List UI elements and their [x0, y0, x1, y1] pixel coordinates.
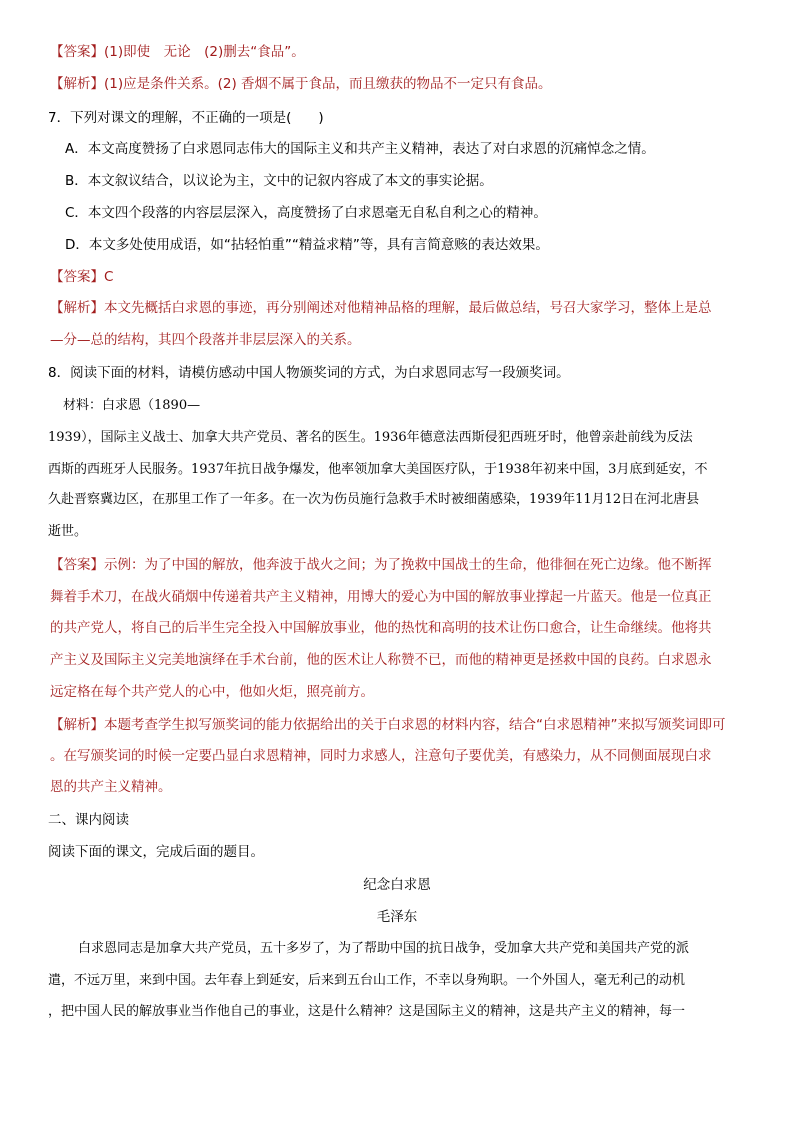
analysis-text: (1)应是条件关系。(2) 香烟不属于食品，而且缴获的物品不一定只有食品。 — [104, 76, 552, 92]
question-8-analysis-line-1 — [50, 716, 750, 734]
answer-1-line — [50, 43, 750, 61]
question-8-answer-line-1 — [50, 556, 750, 574]
question-7-analysis-line-2: —分—总的结构，其四个段落并非层层深入的关系。 — [50, 332, 361, 348]
material-line-4: 久赴晋察冀边区，在那里工作了一年多。在一次为伤员施行急救手术时被细菌感染，1939年11月12日在河北唐县 — [48, 492, 700, 507]
analysis-text: 本文先概括白求恩的事迹，再分别阐述对他精神品格的理解，最后做总结，号召大家学习，整体上是总 — [104, 300, 712, 316]
article-body-line-1: 白求恩同志是加拿大共产党员，五十多岁了，为了帮助中国的抗日战争，受加拿大共产党和美国共产党的派 — [78, 941, 690, 956]
analysis-1-line — [50, 75, 750, 93]
question-8-analysis-line-2: 。在写颁奖词的时候一定要凸显白求恩精神，同时力求感人，注意句子要优美，有感染力，从不同侧面展现白求 — [50, 748, 712, 764]
question-7-analysis-line-1 — [50, 299, 750, 317]
material-line-5: 逝世。 — [48, 524, 88, 539]
question-7-option-b: B．本文叙议结合，以议论为主，文中的记叙内容成了本文的事实论据。 — [65, 173, 493, 189]
question-8-answer-line-3: 的共产党人，将自己的后半生完全投入中国解放事业，他的热忱和高明的技术让伤口愈合，让生命继续。他将共 — [50, 620, 712, 636]
question-8-stem: 8．阅读下面的材料，请模仿感动中国人物颁奖词的方式，为白求恩同志写一段颁奖词。 — [48, 365, 570, 381]
question-7-stem: 7．下列对课文的理解，不正确的一项是( ) — [48, 110, 324, 126]
article-body-line-3: ，把中国人民的解放事业当作他自己的事业，这是什么精神？这是国际主义的精神，这是共产主义的精神，每一 — [48, 1004, 686, 1019]
section-instruction: 阅读下面的课文，完成后面的题目。 — [48, 844, 264, 860]
answer-tag: 【答案】 — [50, 269, 104, 285]
analysis-text: 本题考查学生拟写颁奖词的能力依据给出的关于白求恩的材料内容，结合“白求恩精神”来拟写颁奖词即可 — [104, 717, 726, 733]
answer-text: (1)即使 无论 (2)删去“食品”。 — [104, 44, 305, 60]
material-line-1: 材料：白求恩（1890— — [63, 398, 201, 413]
material-line-3: 西斯的西班牙人民服务。1937年抗日战争爆发，他率领加拿大美国医疗队，于1938年初来中国，3月底到延安，不 — [48, 462, 708, 477]
answer-tag: 【答案】 — [50, 44, 104, 60]
analysis-tag: 【解析】 — [50, 76, 104, 92]
question-8-answer-line-4: 产主义及国际主义完美地演绎在手术台前，他的医术让人称赞不已，而他的精神更是拯救中国的良药。白求恩永 — [50, 652, 712, 668]
analysis-tag: 【解析】 — [50, 717, 104, 733]
question-7-option-d: D．本文多处使用成语，如“拈轻怕重”“精益求精”等，具有言简意赅的表达效果。 — [65, 237, 549, 253]
article-author: 毛泽东 — [376, 909, 418, 925]
question-8-analysis-line-3: 恩的共产主义精神。 — [50, 779, 172, 795]
answer-value: C — [104, 269, 114, 285]
article-title: 纪念白求恩 — [363, 877, 431, 893]
question-7-option-c: C．本文四个段落的内容层层深入，高度赞扬了白求恩毫无自私自利之心的精神。 — [65, 205, 547, 221]
answer-tag: 【答案】 — [50, 557, 104, 573]
question-7-answer — [50, 268, 750, 286]
question-8-answer-line-2: 舞着手术刀，在战火硝烟中传递着共产主义精神，用博大的爱心为中国的解放事业撑起一片蓝天。他是一位真正 — [50, 589, 712, 605]
question-8-answer-line-5: 远定格在每个共产党人的心中，他如火炬，照亮前方。 — [50, 684, 374, 700]
material-line-2: 1939），国际主义战士、加拿大共产党员、著名的医生。1936年德意法西斯侵犯西班牙时，他曾亲赴前线为反法 — [48, 430, 693, 445]
question-7-option-a: A．本文高度赞扬了白求恩同志伟大的国际主义和共产主义精神，表达了对白求恩的沉痛悼念之情。 — [65, 141, 655, 157]
answer-text: 示例：为了中国的解放，他奔波于战火之间；为了挽救中国战士的生命，他徘徊在死亡边缘。他不断挥 — [104, 557, 712, 573]
analysis-tag: 【解析】 — [50, 300, 104, 316]
article-body-line-2: 遣，不远万里，来到中国。去年春上到延安，后来到五台山工作，不幸以身殉职。一个外国人，毫无利己的动机 — [48, 973, 686, 988]
section-heading: 二、课内阅读 — [48, 812, 129, 828]
